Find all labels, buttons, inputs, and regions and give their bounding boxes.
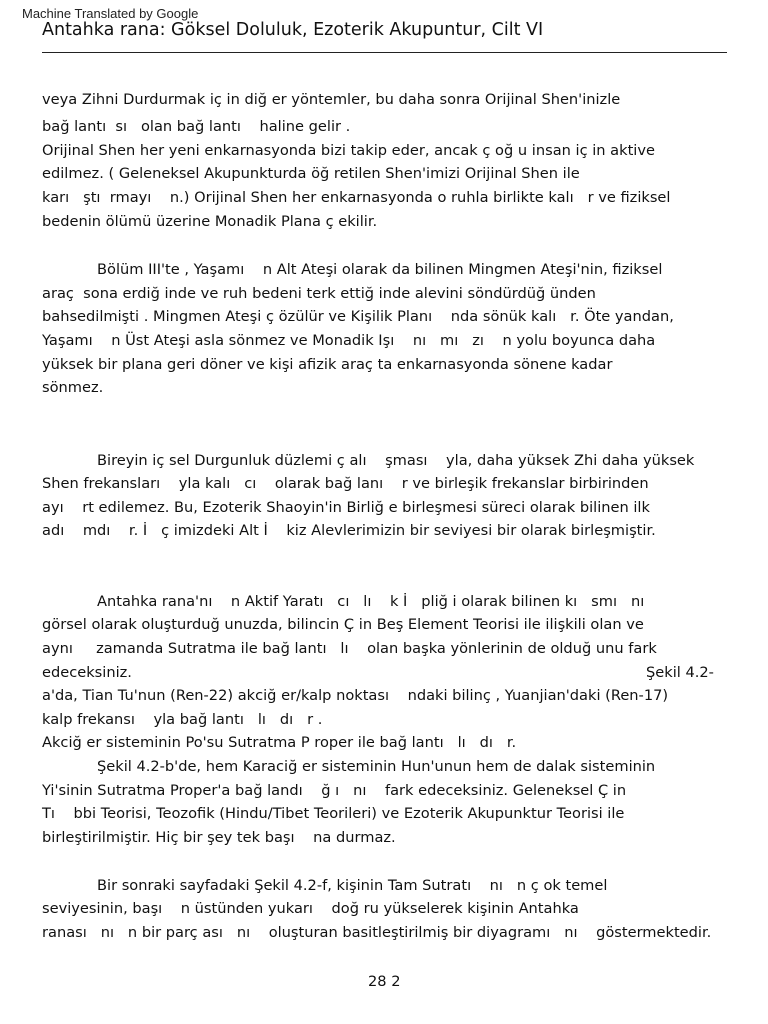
text-line: Yaşamı n Üst Ateşi asla sönmez ve Monadik Işı nı mı zı n yolu boyunca daha [42, 332, 656, 349]
machine-translation-badge: Machine Translated by Google [22, 6, 199, 21]
text-line: görsel olarak oluşturduğ unuzda, bilincin Ç in Beş Element Teorisi ile ilişkili olan ve [42, 616, 644, 633]
text-line: Bölüm III'te , Yaşamı n Alt Ateşi olarak da bilinen Mingmen Ateşi'nin, fiziksel [97, 261, 663, 278]
text-line: kalp frekansı yla bağ lantı lı dı r . [42, 711, 323, 728]
header-divider [42, 52, 727, 53]
text-line: edeceksiniz. [42, 664, 132, 681]
figure-reference: Şekil 4.2- [646, 664, 714, 681]
page-header-title: Antahka rana: Göksel Doluluk, Ezoterik Akupuntur, Cilt VI [42, 20, 544, 40]
text-line: araç sona erdiğ inde ve ruh bedeni terk ettiğ inde alevini söndürdüğ ünden [42, 285, 596, 302]
text-line: adı mdı r. İ ç imizdeki Alt İ kiz Alevlerimizin bir seviyesi bir olarak birleşmiştir. [42, 522, 656, 539]
text-line: Yi'sinin Sutratma Proper'a bağ landı ğ ı nı fark edeceksiniz. Geleneksel Ç in [42, 782, 627, 799]
text-line: bahsedilmişti . Mingmen Ateşi ç özülür ve Kişilik Planı nda sönük kalı r. Öte yandan, [42, 308, 674, 325]
text-line: Shen frekansları yla kalı cı olarak bağ lanı r ve birleşik frekanslar birbirinden [42, 475, 649, 492]
text-line: Antahka rana'nı n Aktif Yaratı cı lı k İ pliğ i olarak bilinen kı smı nı [97, 593, 645, 610]
text-line: edilmez. ( Geleneksel Akupunkturda öğ retilen Shen'imizi Orijinal Shen ile [42, 165, 580, 182]
text-line: veya Zihni Durdurmak iç in diğ er yöntemler, bu daha sonra Orijinal Shen'inizle [42, 91, 621, 108]
text-line: aynı zamanda Sutratma ile bağ lantı lı olan başka yönlerinin de olduğ unu fark [42, 640, 657, 657]
text-line: Orijinal Shen her yeni enkarnasyonda bizi takip eder, ancak ç oğ u insan iç in aktive [42, 142, 655, 159]
text-line: bedenin ölümü üzerine Monadik Plana ç ekilir. [42, 213, 378, 230]
text-line: yüksek bir plana geri döner ve kişi afizik araç ta enkarnasyonda sönene kadar [42, 356, 613, 373]
page-number: 28 2 [368, 973, 401, 990]
text-line: seviyesinin, başı n üstünden yukarı doğ ru yükselerek kişinin Antahka [42, 900, 579, 917]
text-line: Tı bbi Teorisi, Teozofik (Hindu/Tibet Teorileri) ve Ezoterik Akupunktur Teorisi ile [42, 805, 625, 822]
text-line: Şekil 4.2-b'de, hem Karaciğ er sisteminin Hun'unun hem de dalak sisteminin [97, 758, 656, 775]
text-line: sönmez. [42, 379, 104, 396]
text-line: Bir sonraki sayfadaki Şekil 4.2-f, kişinin Tam Sutratı nı n ç ok temel [97, 877, 608, 894]
text-line: Bireyin iç sel Durgunluk düzlemi ç alı şması yla, daha yüksek Zhi daha yüksek [97, 452, 695, 469]
text-line: Akciğ er sisteminin Po'su Sutratma P roper ile bağ lantı lı dı r. [42, 734, 517, 751]
text-line: ranası nı n bir parç ası nı oluşturan basitleştirilmiş bir diyagramı nı göstermektedir. [42, 924, 712, 941]
text-line: birleştirilmiştir. Hiç bir şey tek başı na durmaz. [42, 829, 396, 846]
text-line: ayı rt edilemez. Bu, Ezoterik Shaoyin'in Birliğ e birleşmesi süreci olarak bilinen ilk [42, 499, 650, 516]
text-line: bağ lantı sı olan bağ lantı haline gelir . [42, 118, 351, 135]
text-line: a'da, Tian Tu'nun (Ren-22) akciğ er/kalp noktası ndaki bilinç , Yuanjian'daki (Ren-17) [42, 687, 669, 704]
text-line: karı ştı rmayı n.) Orijinal Shen her enkarnasyonda o ruhla birlikte kalı r ve fiziksel [42, 189, 671, 206]
